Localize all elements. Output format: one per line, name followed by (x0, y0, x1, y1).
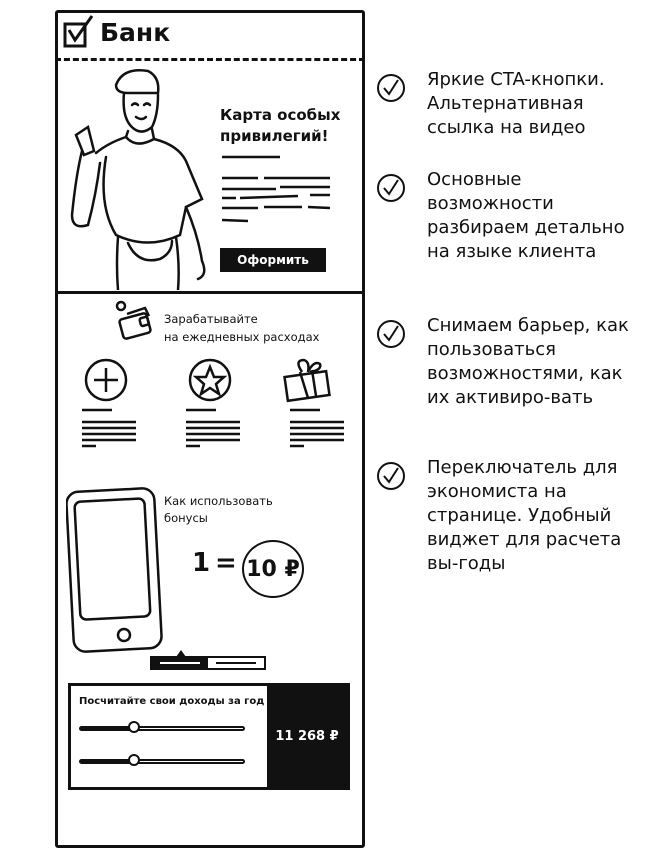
hero-divider (55, 291, 365, 294)
bonus-title-line2: бонусы (164, 511, 208, 525)
feature-text-placeholders (82, 410, 344, 446)
calculator-result: 11 268 ₽ (267, 686, 347, 787)
note-text: Переключатель для экономиста на странице. Удобный виджет для расчета вы-годы (427, 457, 622, 574)
wallet-icon (115, 300, 155, 345)
features-row (76, 358, 376, 483)
bonus-title-line1: Как использовать (164, 494, 273, 508)
person-illustration (68, 65, 218, 290)
check-circle-icon (375, 72, 407, 104)
check-circle-icon (375, 460, 407, 492)
plus-circle-icon (86, 360, 126, 400)
star-circle-icon (190, 360, 230, 400)
phone-illustration (66, 486, 166, 656)
header-divider (55, 58, 365, 61)
hero-text-placeholder (220, 150, 332, 230)
note-text: Снимаем барьер, как пользоваться возможностями, как их активиро-вать (427, 315, 629, 408)
earn-text-line2: на ежедневных расходах (164, 330, 320, 344)
gift-icon (285, 360, 330, 401)
bonus-equals: = (215, 548, 237, 578)
check-circle-icon (375, 172, 407, 204)
logo[interactable]: Банк (100, 18, 171, 47)
bonus-right: 10 ₽ (242, 540, 304, 598)
note-text: Яркие CTA-кнопки. Альтернативная ссылка на видео (427, 69, 605, 138)
note-text: Основные возможности разбираем детально на языке клиента (427, 169, 625, 262)
slider-thumb[interactable] (128, 721, 140, 733)
earn-text-line1: Зарабатывайте (164, 312, 258, 326)
slider-2[interactable] (79, 759, 245, 764)
calculator-label: Посчитайте свои доходы за год (79, 696, 265, 707)
slider-1[interactable] (79, 726, 245, 731)
apply-button[interactable]: Оформить (220, 248, 326, 272)
logo-check-icon (62, 14, 98, 50)
slider-thumb[interactable] (128, 754, 140, 766)
check-circle-icon (375, 318, 407, 350)
hero-title: Карта особых привилегий! (220, 106, 341, 145)
income-calculator (68, 683, 350, 790)
view-toggle[interactable] (150, 656, 266, 670)
bonus-left: 1 (192, 548, 211, 578)
